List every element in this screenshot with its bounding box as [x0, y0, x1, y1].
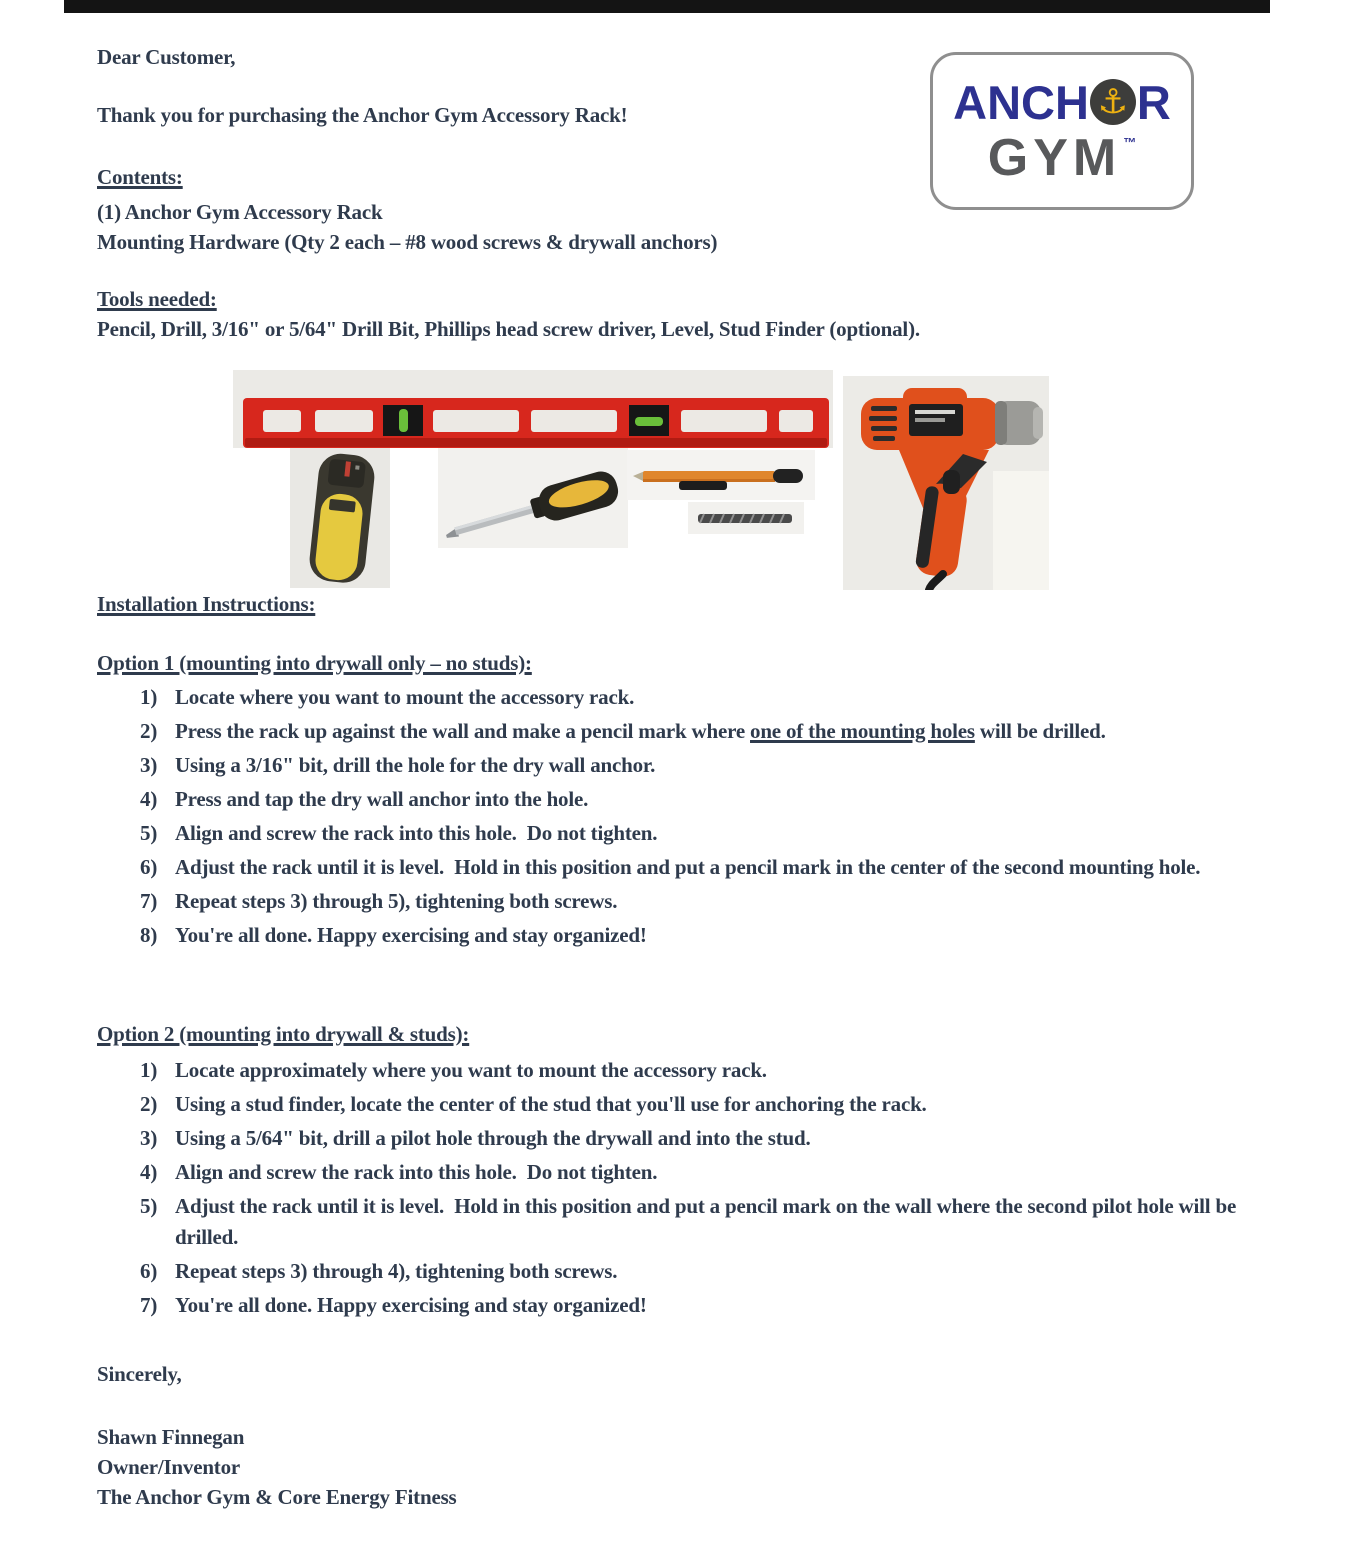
signature-name: Shawn Finnegan: [97, 1425, 245, 1449]
option2-steps-list: [97, 1055, 1277, 1324]
contents-heading: Contents:: [97, 165, 183, 189]
contents-item-rack: (1) Anchor Gym Accessory Rack: [97, 200, 383, 224]
option1-step: Press the rack up against the wall and make a pencil mark where one of the mounting holes will be drilled.: [175, 719, 1106, 743]
logo-wordmark-gym: GYM ™: [987, 128, 1137, 187]
option1-step: Repeat steps 3) through 5), tightening both screws.: [175, 889, 618, 913]
tools-description: Pencil, Drill, 3/16" or 5/64" Drill Bit, Phillips head screw driver, Level, Stud Finder (optional).: [97, 317, 920, 341]
anchor-icon: ⚓: [1097, 82, 1129, 122]
greeting: Dear Customer,: [97, 45, 236, 69]
signature-company: The Anchor Gym & Core Energy Fitness: [97, 1485, 457, 1509]
closing: Sincerely,: [97, 1362, 182, 1386]
signature-title: Owner/Inventor: [97, 1455, 241, 1479]
underlined-phrase: one of the mounting holes: [750, 719, 975, 743]
installation-instructions-heading: Installation Instructions:: [97, 592, 316, 616]
trademark-symbol: ™: [1123, 134, 1137, 150]
stud-finder-photo: [290, 448, 390, 588]
option2-step: Align and screw the rack into this hole. Do not tighten.: [175, 1160, 658, 1184]
tools-photo-collage: [233, 368, 1053, 592]
logo-text-anch: ANCH: [953, 75, 1089, 129]
contents-list: [97, 197, 1277, 257]
pencil-photo: [627, 450, 815, 500]
option1-heading: Option 1 (mounting into drywall only – no studs):: [97, 651, 532, 675]
option2-step: Adjust the rack until it is level. Hold in this position and put a pencil mark on the wall where the second pilot hole will be drilled.: [175, 1194, 1237, 1249]
option2-step: You're all done. Happy exercising and stay organized!: [175, 1293, 647, 1317]
top-edge-bar: [64, 0, 1270, 13]
option1-steps-list: [97, 682, 1277, 954]
level-photo: [233, 370, 833, 450]
option1-step: Using a 3/16" bit, drill the hole for the dry wall anchor.: [175, 753, 656, 777]
option2-step: Repeat steps 3) through 4), tightening both screws.: [175, 1259, 618, 1283]
drill-bit-photo: [688, 502, 804, 534]
option2-step: Locate approximately where you want to mount the accessory rack.: [175, 1058, 767, 1082]
logo-text-r: R: [1136, 75, 1171, 129]
contents-item-hardware: Mounting Hardware (Qty 2 each – #8 wood screws & drywall anchors): [97, 230, 718, 254]
screwdriver-photo: [438, 448, 628, 548]
signature-block: [97, 1422, 1277, 1512]
option2-step: Using a stud finder, locate the center of the stud that you'll use for anchoring the rack.: [175, 1092, 927, 1116]
option1-step: Adjust the rack until it is level. Hold in this position and put a pencil mark in the center of the second mounting hole.: [175, 855, 1201, 879]
option1-step: You're all done. Happy exercising and stay organized!: [175, 923, 647, 947]
tools-heading: Tools needed:: [97, 287, 217, 311]
option1-step: Press and tap the dry wall anchor into the hole.: [175, 787, 589, 811]
option2-step: Using a 5/64" bit, drill a pilot hole through the drywall and into the stud.: [175, 1126, 811, 1150]
option1-step: Align and screw the rack into this hole. Do not tighten.: [175, 821, 658, 845]
drill-photo: [843, 376, 1049, 590]
option2-heading: Option 2 (mounting into drywall & studs):: [97, 1022, 470, 1046]
option1-step: Locate where you want to mount the accessory rack.: [175, 685, 635, 709]
thank-you-line: Thank you for purchasing the Anchor Gym Accessory Rack!: [97, 103, 628, 127]
